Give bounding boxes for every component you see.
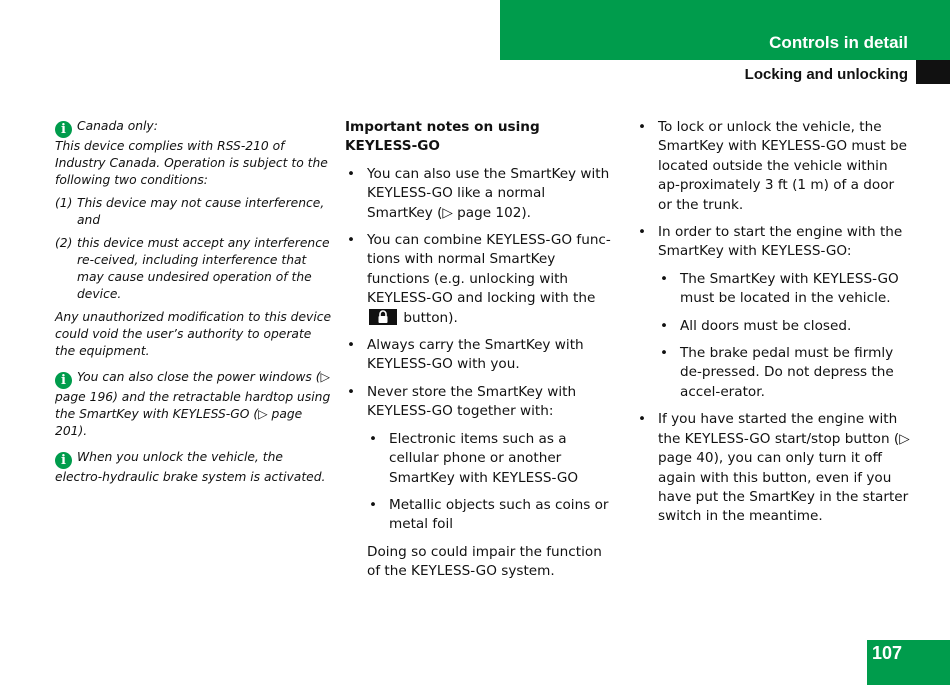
- condition-item: [55, 195, 333, 229]
- bullet-item: • To lock or unlock the vehicle, the SmartKey with KEYLESS-GO must be located outside the vehicle within ap-proximately 3 ft (1 m) of a door or the trunk.: [636, 118, 910, 215]
- section-tab: [916, 60, 950, 84]
- info-icon: i: [55, 452, 72, 469]
- subsection-heading: Important notes on using KEYLESS-GO: [345, 119, 540, 155]
- middle-column: [345, 118, 615, 590]
- sub-bullet-list: [367, 430, 615, 535]
- page-number: 107: [872, 643, 903, 663]
- condition-text: this device must accept any interference re-ceived, including interference that may cause undesired operation of the device.: [77, 236, 330, 301]
- bullet-list: [636, 118, 910, 527]
- note-title: Canada only:: [77, 119, 158, 133]
- note-text: When you unlock the vehicle, the electro-hydraulic brake system is activated.: [55, 450, 326, 484]
- bullet-text: button).: [403, 309, 458, 326]
- condition-number: (2): [55, 236, 73, 250]
- bullet-item: [345, 231, 615, 328]
- sub-bullet-list: [658, 270, 910, 402]
- closing-text: Doing so could impair the function of the KEYLESS-GO system.: [367, 543, 602, 580]
- note-footer: Any unauthorized modification to this device could void the user’s authority to operate the equipment.: [55, 310, 332, 358]
- note-text: You can also close the power windows (▷ page 196) and the retractable hardtop using the SmartKey with KEYLESS-GO (▷ page 201).: [55, 370, 331, 438]
- bullet-text: In order to start the engine with the SmartKey with KEYLESS-GO:: [658, 224, 903, 260]
- condition-text: This device may not cause interference, and: [77, 196, 325, 227]
- chapter-title: Controls in detail: [769, 33, 908, 52]
- sub-bullet-item: • Electronic items such as a cellular phone or another SmartKey with KEYLESS-GO: [367, 430, 615, 488]
- bullet-text: Never store the SmartKey with KEYLESS-GO together with:: [367, 383, 577, 420]
- info-icon: i: [55, 372, 72, 389]
- right-column: [636, 118, 910, 535]
- bullet-item: • You can also use the SmartKey with KEYLESS-GO like a normal SmartKey (▷ page 102).: [345, 165, 615, 223]
- note-brake-system: [55, 449, 333, 486]
- sub-bullet-item: • The brake pedal must be firmly de-pressed. Do not depress the accel-erator.: [658, 344, 910, 402]
- info-icon: i: [55, 121, 72, 138]
- note-canada: [55, 118, 333, 360]
- sub-bullet-item: • All doors must be closed.: [658, 317, 910, 336]
- bullet-item: • Always carry the SmartKey with KEYLESS-GO with you.: [345, 336, 615, 375]
- sub-bullet-item: • The SmartKey with KEYLESS-GO must be located in the vehicle.: [658, 270, 910, 309]
- section-title: Locking and unlocking: [744, 66, 908, 83]
- bullet-item: [636, 223, 910, 402]
- condition-number: (1): [55, 196, 73, 210]
- note-text: This device complies with RSS-210 of Industry Canada. Operation is subject to the following two conditions:: [55, 139, 328, 187]
- notes-column: [55, 118, 333, 495]
- sub-bullet-item: • Metallic objects such as coins or metal foil: [367, 496, 615, 535]
- bullet-list: [345, 165, 615, 582]
- note-power-windows: [55, 369, 333, 440]
- condition-item: [55, 235, 333, 303]
- conditions-list: [55, 195, 333, 303]
- lock-icon: [369, 309, 397, 325]
- bullet-text: You can combine KEYLESS-GO func-tions with normal SmartKey functions (e.g. unlocking with KEYLESS-GO and locking with the: [367, 232, 611, 307]
- bullet-item: • If you have started the engine with the KEYLESS-GO start/stop button (▷ page 40), you can only turn it off again with this button, even if you have put the SmartKey in the starter switch in the meantime.: [636, 410, 910, 526]
- bullet-item: [345, 383, 615, 582]
